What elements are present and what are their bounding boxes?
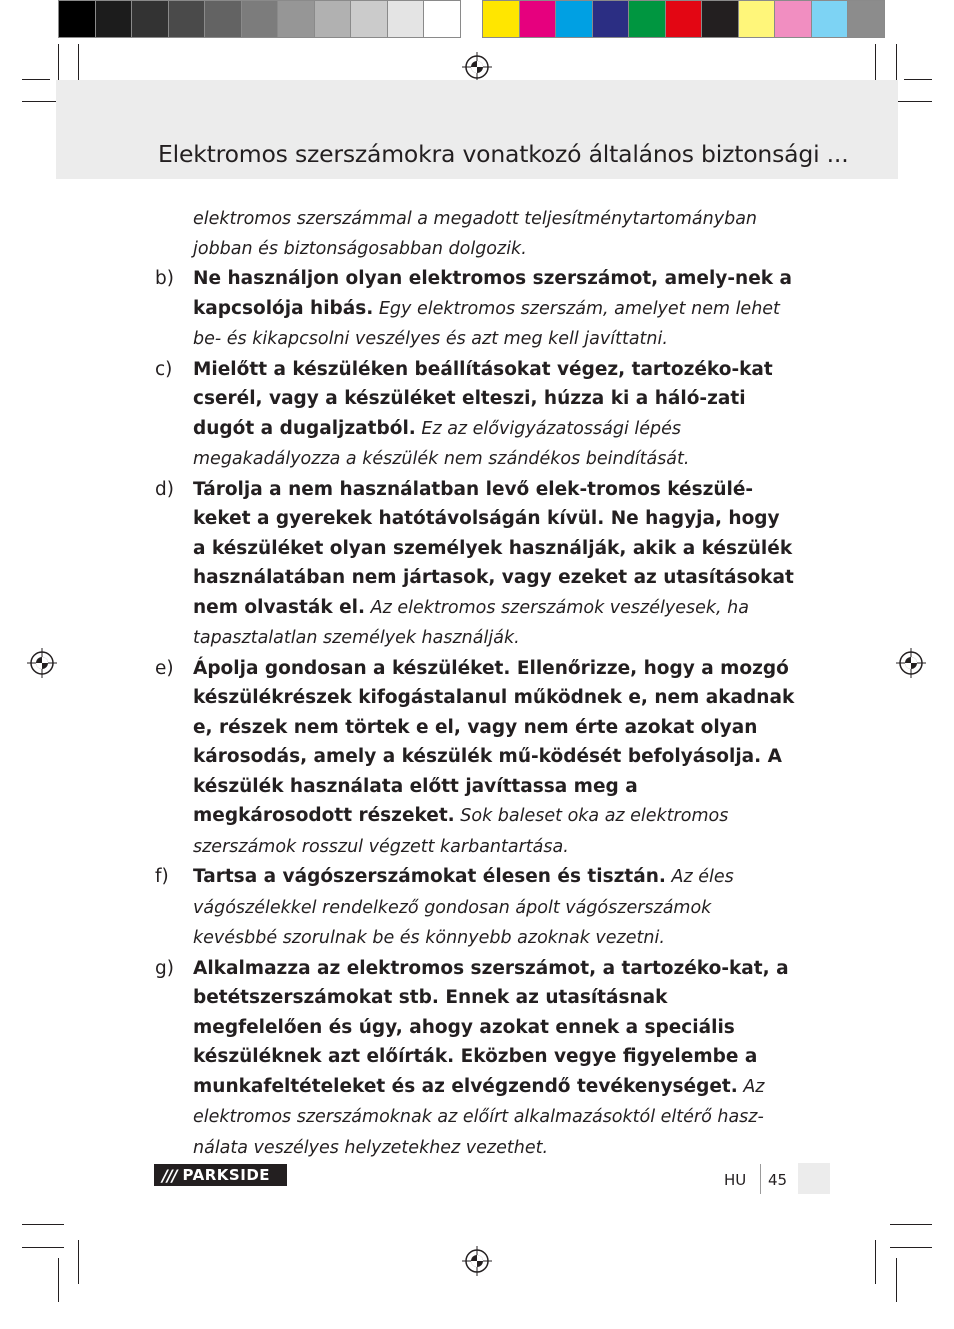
list-marker: f) <box>155 866 169 887</box>
instruction-explanation: Ez az elővigyázatossági lépés megakadályozza a készülék nem szándékos beindítását. <box>193 418 690 469</box>
crop-mark <box>22 1224 64 1225</box>
color-swatch <box>387 0 425 38</box>
list-marker: e) <box>155 657 174 679</box>
instruction-bold: Ne használjon olyan elektromos szerszámot, amely-nek a kapcsolója hibás. <box>193 268 792 319</box>
safety-instructions <box>155 205 795 1163</box>
grayscale-calibration-bar <box>58 0 460 38</box>
instruction-bold: Ápolja gondosan a készüléket. Ellenőrizze, hogy a mozgó készülékrészek kifogástalanul működnek e, nem akadnak e, részek nem törtek e el, vagy nem érte azokat olyan károsodás, amely a készülék mű-ködését befolyásolja. A készülék használata előtt javíttassa meg a megkárosodott részeket. <box>193 657 795 826</box>
color-calibration-bar <box>482 0 884 38</box>
crop-mark <box>58 1258 59 1302</box>
page-tab-box <box>798 1163 830 1194</box>
list-item-text <box>193 355 795 475</box>
list-item-text <box>193 264 795 355</box>
crop-mark <box>78 1240 79 1284</box>
color-swatch <box>774 0 812 38</box>
color-swatch <box>519 0 557 38</box>
registration-mark-icon <box>27 648 57 678</box>
instruction-bold: Tartsa a vágószerszámokat élesen és tisztán. <box>193 866 666 887</box>
color-swatch <box>95 0 133 38</box>
list-item-text <box>193 862 795 954</box>
list-item-text <box>193 954 795 1164</box>
color-swatch <box>241 0 279 38</box>
instruction-bold: Mielőtt a készüléken beállításokat végez, tartozéko-kat cserél, vagy a készüléket elteszi, húzza ki a háló-zati dugót a dugaljzatból. <box>193 358 773 439</box>
list-item-text <box>193 475 795 654</box>
language-code: HU <box>724 1171 747 1189</box>
list-marker: b) <box>155 268 174 289</box>
color-swatch <box>738 0 776 38</box>
intro-paragraph <box>155 205 795 264</box>
list-item <box>155 654 795 863</box>
registration-mark-icon <box>462 1246 492 1276</box>
color-swatch <box>811 0 849 38</box>
list-marker: d) <box>155 478 174 500</box>
instruction-explanation: Az éles vágószélekkel rendelkező gondosan ápolt vágószerszámok kevésbbé szorulnak be és könnyebb azoknak vezetni. <box>193 867 734 948</box>
instruction-explanation: Egy elektromos szerszám, amelyet nem lehet be- és kikapcsolni veszélyes és azt meg kell javíttatni. <box>193 298 780 349</box>
color-swatch <box>482 0 520 38</box>
footer-divider <box>760 1164 761 1194</box>
color-swatch <box>628 0 666 38</box>
crop-mark <box>890 1247 932 1248</box>
crop-mark <box>22 1247 64 1248</box>
color-swatch <box>423 0 461 38</box>
list-item <box>155 954 795 1164</box>
instruction-explanation: Az elektromos szerszámok veszélyesek, ha tapasztalatlan személyek használják. <box>193 597 749 648</box>
list-item <box>155 264 795 355</box>
page-number: 45 <box>768 1171 788 1189</box>
list-item <box>155 475 795 654</box>
color-swatch <box>555 0 593 38</box>
crop-mark <box>890 1224 932 1225</box>
color-swatch <box>314 0 352 38</box>
instruction-explanation: Sok baleset oka az elektromos szerszámok rosszul végzett karbantartása. <box>193 806 729 857</box>
logo-text: PARKSIDE <box>182 1166 271 1184</box>
color-swatch <box>277 0 315 38</box>
instruction-explanation: Az elektromos szerszámoknak az előírt alkalmazásoktól eltérő hasz-nálata veszélyes helyzetekhez vezethet. <box>193 1076 765 1158</box>
color-swatch <box>665 0 703 38</box>
crop-mark <box>22 79 50 80</box>
color-swatch <box>168 0 206 38</box>
list-marker: c) <box>155 358 173 380</box>
list-item <box>155 862 795 954</box>
instruction-bold: Tárolja a nem használatban levő elek-tromos készülé-keket a gyerekek hatótávolságán kívül. Ne hagyja, hogy a készüléket olyan személyek használják, akik a készülék használatában nem jártasok, vagy ezeket az utasításokat nem olvasták el. <box>193 478 794 618</box>
color-swatch <box>131 0 169 38</box>
color-swatch <box>204 0 242 38</box>
color-swatch <box>701 0 739 38</box>
page-title: Elektromos szerszámokra vonatkozó általános biztonsági ... <box>158 140 849 168</box>
crop-mark <box>896 1258 897 1302</box>
instruction-bold: Alkalmazza az elektromos szerszámot, a tartozéko-kat, a betétszerszámokat stb. Ennek az utasításnak megfelelően és úgy, ahogy azokat ennek a speciális készüléknek azt előírták. Eközben vegye figyelembe a munkafeltételeket és az elvégzendő tevékenységet. <box>193 957 789 1097</box>
list-item-text <box>193 654 795 863</box>
crop-mark <box>875 1240 876 1284</box>
color-swatch <box>58 0 96 38</box>
list-marker-spacer <box>155 205 193 264</box>
registration-mark-icon <box>462 52 492 82</box>
list-item <box>155 355 795 475</box>
intro-text: elektromos szerszámmal a megadott teljesítménytartományban jobban és biztonságosabban dolgozik. <box>193 209 758 259</box>
color-swatch <box>592 0 630 38</box>
registration-mark-icon <box>896 648 926 678</box>
color-swatch <box>847 0 885 38</box>
crop-mark <box>904 79 932 80</box>
parkside-logo <box>154 1164 287 1186</box>
list-marker: g) <box>155 957 174 979</box>
color-swatch <box>350 0 388 38</box>
logo-slashes: /// <box>162 1165 177 1185</box>
